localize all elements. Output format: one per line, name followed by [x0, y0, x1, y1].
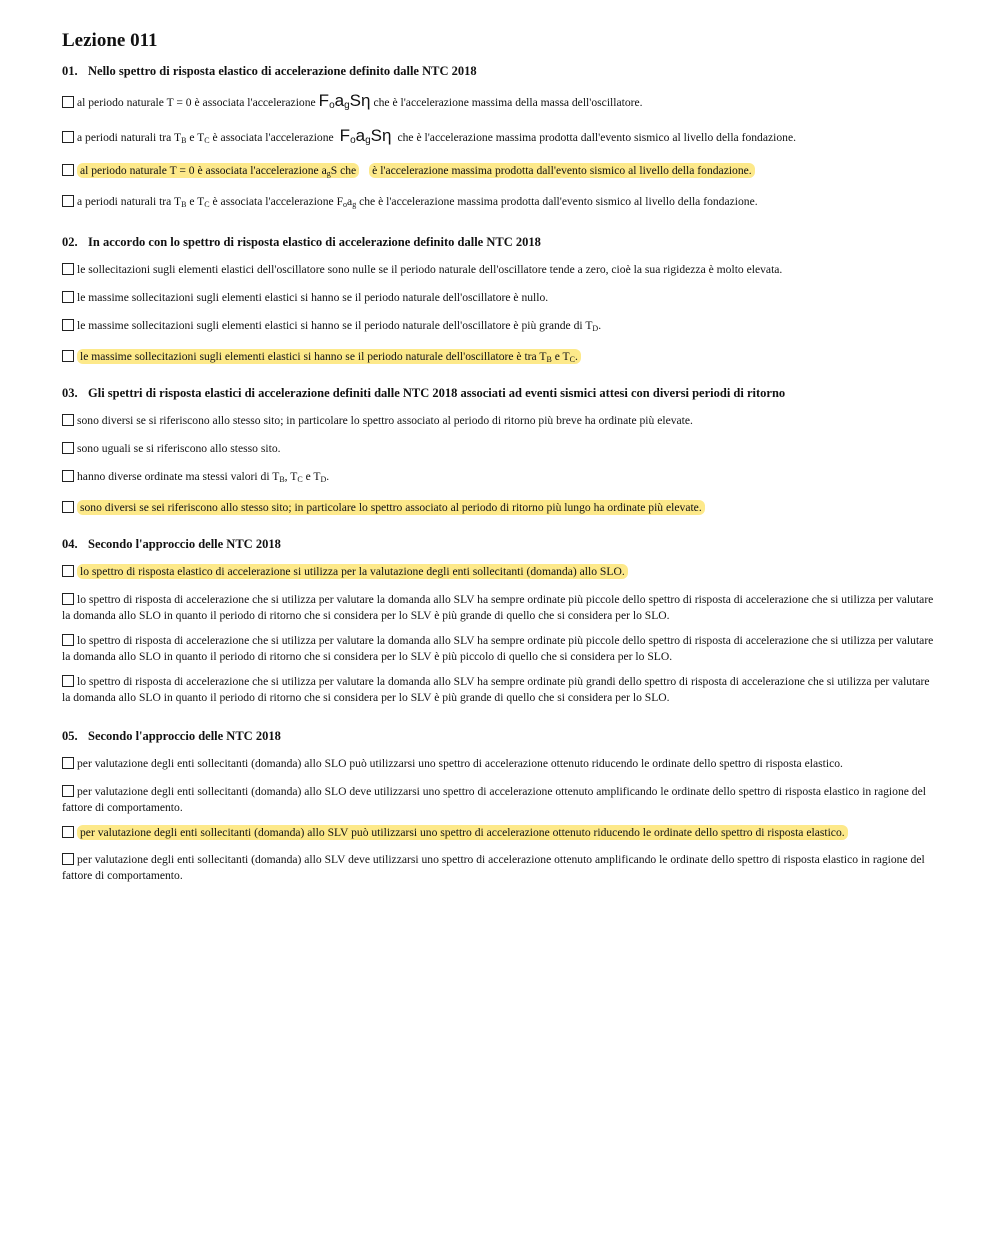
answer-option: a periodi naturali tra $T_B$ e $T_C$ è associata l'accelerazione $F_oa_gS\eta$ che è l'accelerazione massima prodotta dall'evento sismico al livello della fondazione.	[62, 128, 938, 149]
question-number: 01.	[62, 64, 78, 78]
question-text: Gli spettri di risposta elastici di accelerazione definiti dalle NTC 2018 associati ad eventi sismici attesi con diversi periodi di ritorno	[88, 386, 786, 400]
lesson-title: Lezione 011	[62, 30, 158, 51]
answer-option-correct	[62, 500, 938, 516]
answer-checkbox[interactable]	[62, 350, 74, 362]
answer-option-correct	[62, 163, 938, 182]
question-text: Secondo l'approccio delle NTC 2018	[88, 729, 281, 743]
answer-checkbox[interactable]	[62, 785, 74, 797]
answer-checkbox[interactable]	[62, 757, 74, 769]
highlight: le massime sollecitazioni sugli elementi elastici si hanno se il periodo naturale dell'oscillatore è tra $T_B$ e $T_C$.	[77, 349, 581, 364]
answer-checkbox[interactable]	[62, 164, 74, 176]
question-number: 05.	[62, 729, 78, 743]
highlight: sono diversi se sei riferiscono allo stesso sito; in particolare lo spettro associato al periodo di ritorno più lungo ha ordinate più elevate.	[77, 500, 705, 515]
answer-checkbox[interactable]	[62, 414, 74, 426]
answer-option: hanno diverse ordinate ma stessi valori di $T_B$, $T_C$ e $T_D$.	[62, 469, 938, 488]
answer-option: al periodo naturale T = 0 è associata l'accelerazione $F_oa_gS\eta$ che è l'accelerazione massima della massa dell'oscillatore.	[62, 93, 938, 114]
answer-checkbox[interactable]	[62, 291, 74, 303]
answer-checkbox[interactable]	[62, 470, 74, 482]
question-number: 03.	[62, 386, 78, 400]
answer-option-correct	[62, 349, 938, 368]
question-4	[62, 537, 938, 706]
answer-checkbox[interactable]	[62, 263, 74, 275]
question-text: Nello spettro di risposta elastico di accelerazione definito dalle NTC 2018	[88, 64, 477, 78]
question-text: In accordo con lo spettro di risposta elastico di accelerazione definito dalle NTC 2018	[88, 235, 541, 249]
question-1	[62, 64, 938, 213]
answer-checkbox[interactable]	[62, 96, 74, 108]
answer-checkbox[interactable]	[62, 195, 74, 207]
answer-option: le massime sollecitazioni sugli elementi elastici si hanno se il periodo naturale dell'oscillatore è più grande di $T_D$.	[62, 318, 938, 337]
answer-checkbox[interactable]	[62, 853, 74, 865]
answer-option: per valutazione degli enti sollecitanti (domanda) allo SLV deve utilizzarsi uno spettro di accelerazione ottenuto amplificando le ordinate dello spettro di risposta elastico in ragione del fattore di comportamento.	[62, 853, 925, 882]
formula: $F_oa_gS\eta$	[339, 126, 392, 146]
answer-option: lo spettro di risposta di accelerazione che si utilizza per valutare la domanda allo SLV ha sempre ordinate più piccole dello spettro di risposta di accelerazione che si utilizza per valutare la domanda allo SLO in quanto il periodo di ritorno che si considera per lo SLV è più grande di quello che si considera per lo SLO.	[62, 593, 934, 622]
answer-option: lo spettro di risposta di accelerazione che si utilizza per valutare la domanda allo SLV ha sempre ordinate più piccole dello spettro di risposta di accelerazione che si utilizza per valutare la domanda allo SLO in quanto il periodo di ritorno che si considera per lo SLV è più piccolo di quello che si considera per lo SLO.	[62, 634, 934, 663]
highlight: per valutazione degli enti sollecitanti (domanda) allo SLV può utilizzarsi uno spettro di accelerazione ottenuto riducendo le ordinate dello spettro di risposta elastico.	[77, 825, 848, 840]
answer-option: lo spettro di risposta di accelerazione che si utilizza per valutare la domanda allo SLV ha sempre ordinate più grandi dello spettro di risposta di accelerazione che si utilizza per valutare la domanda allo SLO in quanto il periodo di ritorno che si considera per lo SLV è più grande di quello che si considera per lo SLO.	[62, 675, 930, 704]
highlight: al periodo naturale T = 0 è associata l'accelerazione $a_gS$ che	[77, 163, 359, 178]
answer-option-correct	[62, 825, 938, 841]
question-number: 02.	[62, 235, 78, 249]
answer-option: per valutazione degli enti sollecitanti (domanda) allo SLO deve utilizzarsi uno spettro di accelerazione ottenuto amplificando le ordinate dello spettro di risposta elastico in ragione del fattore di comportamento.	[62, 785, 926, 814]
answer-checkbox[interactable]	[62, 131, 74, 143]
answer-checkbox[interactable]	[62, 675, 74, 687]
answer-option-correct	[62, 564, 938, 580]
answer-option: le sollecitazioni sugli elementi elastici dell'oscillatore sono nulle se il periodo naturale dell'oscillatore tende a zero, cioè la sua rigidezza è molto elevata.	[62, 262, 938, 278]
answer-checkbox[interactable]	[62, 319, 74, 331]
answer-checkbox[interactable]	[62, 565, 74, 577]
question-5	[62, 729, 938, 884]
answer-checkbox[interactable]	[62, 593, 74, 605]
highlight: è l'accelerazione massima prodotta dall'evento sismico al livello della fondazione.	[369, 163, 755, 178]
question-number: 04.	[62, 537, 78, 551]
answer-checkbox[interactable]	[62, 501, 74, 513]
answer-option: per valutazione degli enti sollecitanti (domanda) allo SLO può utilizzarsi uno spettro di accelerazione ottenuto riducendo le ordinate dello spettro di risposta elastico.	[62, 756, 938, 772]
question-2	[62, 235, 938, 368]
answer-option: a periodi naturali tra $T_B$ e $T_C$ è associata l'accelerazione $F_oa_g$ che è l'accelerazione massima prodotta dall'evento sismico al livello della fondazione.	[62, 194, 938, 213]
question-3	[62, 386, 938, 516]
formula: $F_oa_gS\eta$	[318, 91, 371, 111]
answer-checkbox[interactable]	[62, 442, 74, 454]
answer-checkbox[interactable]	[62, 826, 74, 838]
answer-option: sono uguali se si riferiscono allo stesso sito.	[62, 441, 938, 457]
question-text: Secondo l'approccio delle NTC 2018	[88, 537, 281, 551]
answer-option: le massime sollecitazioni sugli elementi elastici si hanno se il periodo naturale dell'oscillatore è nullo.	[62, 290, 938, 306]
highlight: lo spettro di risposta elastico di accelerazione si utilizza per la valutazione degli enti sollecitanti (domanda) allo SLO.	[77, 564, 628, 579]
answer-checkbox[interactable]	[62, 634, 74, 646]
answer-option: sono diversi se si riferiscono allo stesso sito; in particolare lo spettro associato al periodo di ritorno più breve ha ordinate più elevate.	[62, 413, 938, 429]
